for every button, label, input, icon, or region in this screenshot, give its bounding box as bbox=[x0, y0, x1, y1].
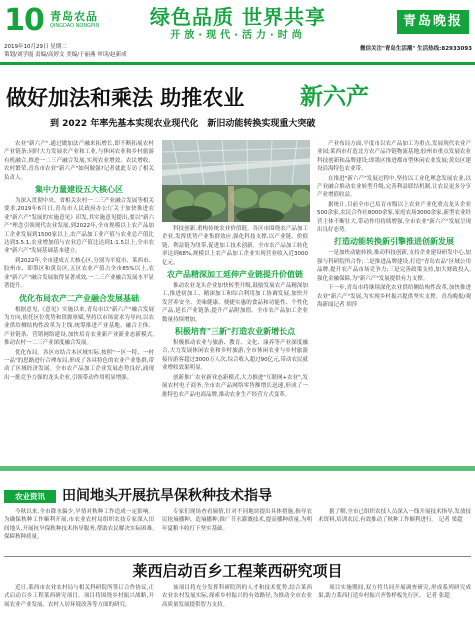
paragraph: 据统计,目前全市已培育市级以上农业产业化重点龙头企业500余家,农民合作社8000余家,家庭农场3000余家,新型农业经营主体不断壮大,带动作用持续增强,全市农业"新六产"发展呈现出良好态势。 bbox=[317, 201, 471, 234]
headline-main: 做好加法和乘法 助推农业 bbox=[6, 86, 245, 110]
paragraph: 推动农业龙头企业加快转型升级,鼓励发展农产品精深加工,推进初加工、精深加工和综合利用加工协调发展,加快开发营养安全、美味健康、便捷实惠的食品和功能性、个性化产品,延长产业链条,提升产品附加值。全市农产品加工企业数量持续增加。 bbox=[162, 283, 308, 323]
news-2-column-1 bbox=[4, 584, 154, 620]
paragraph: 根据意见,《意见》实施以来,青岛市以"新六产"融合发展为方向,依托区位优势和资源禀赋,坚持以市场需求为导向,以农业供给侧结构性改革为主线,统筹推进产业基地、融合主体、产业链条、营销网络建设,加快培育农业新产业新业态新模式,推动农村一二三产业深度融合发展。 bbox=[4, 306, 154, 347]
wechat-hotline: 微信关注"青岛生活潮" 生活热线:82933093 bbox=[360, 46, 472, 52]
subheadline: 到 2022 年率先基本实现农业现代化 新旧动能转换实现重大突破 bbox=[50, 119, 316, 129]
section-heading: 农产品精深加工延伸产业链提升价值链 bbox=[162, 270, 308, 280]
article-column-1 bbox=[4, 140, 154, 467]
news-2-column-3 bbox=[318, 584, 471, 620]
newspaper-logo: 青岛晚报 bbox=[397, 10, 469, 34]
page-number: 10 bbox=[4, 3, 44, 38]
slogan-sub: 开放·现代·活力·时尚 bbox=[170, 30, 306, 41]
issue-date: 2019年10月29日 星期二 bbox=[4, 44, 67, 50]
paragraph: 积极推动农业与旅游、教育、文化、康养等产业深度融合,大力发展休闲农业和乡村旅游,全市休闲农业与乡村旅游接待游客超过3000万人次,综合收入超过90亿元,带动农民就业增收效果明显。 bbox=[162, 340, 308, 372]
paragraph: 在推进"新六产"发展过程中,坚持以工业化理念发展农业,以产业融合推动农业转型升级,完善利益联结机制,让农民更多分享产业增值收益。 bbox=[317, 175, 471, 199]
greenhouse-photo bbox=[162, 140, 310, 222]
news-1-column-2 bbox=[162, 508, 312, 556]
section-brand-sub: QINGDAO NONGPIN bbox=[50, 23, 100, 29]
article-column-2 bbox=[162, 225, 308, 467]
paragraph: 产业布局方面,平度市以农产品加工为重点,发展现代农业产业园;莱西市打造北方农产品冷链物流基地;胶州市重点发展农业科技创新和品牌建设;即墨区推进都市型休闲农业发展;黄岛区建设沿海特色农业带。 bbox=[317, 141, 471, 173]
headline-highlight: 新六产 bbox=[300, 84, 369, 110]
paragraph: 该项目将充分发挥科研院所的人才和技术优势,结合莱西农业农村发展实际,探索乡村振兴的有效路径,为推动全市农业高质量发展提供智力支持。 bbox=[162, 585, 312, 608]
paragraph: 农业"新六产",通过做加法产融来拓增长,即不断拓展农村产业链条;同时大力发展农产业和工业,与休闲农业和乡村旅游有机融合,推进一二三产融合发展,实现农业增效、农民增收、农村繁荣,青岛市农业"新六产"如何做强?记者就此专访了相关负责人。 bbox=[4, 141, 154, 181]
section-brand: 青岛农品 bbox=[50, 10, 98, 23]
news-divider bbox=[4, 556, 471, 557]
slogan-main: 绿色品质 世界共享 bbox=[150, 5, 326, 29]
section-heading: 打造动能转换新引擎推进创新发展 bbox=[317, 237, 471, 247]
news-headline-1: 田间地头开展抗旱保秋种技术指导 bbox=[62, 488, 272, 504]
paragraph: 下一步,青岛市将继续深化农业供给侧结构性改革,加快推进农业"新六产"发展,为实现乡村振兴提供坚实支撑。青岛晚报/观海新闻记者 胡萍 bbox=[317, 285, 471, 308]
paragraph: 为深入贯彻中央、省相关农村一二三产业融合发展等相关要求,2019年6月日,青岛市人民政府办公厅关于加快推进农业"新六产"发展的实施意见》印发,其实施意见提出,要以"新六产"理念引领现代农业发展,到2022年,全市规模以上农产品加工企业发展到1500家以上,农产品加工业产值与农业总产值比达到3.5:1,农业增加值与农业总产值比达到1:1.5以上,全市农业"新六产"发展基础基本建立。 bbox=[4, 198, 154, 255]
greenhouse-illustration bbox=[162, 140, 310, 222]
section-heading: 积极培育"三新"打造农业新增长点 bbox=[162, 327, 308, 337]
news-tag: 农业资讯 bbox=[4, 490, 56, 503]
paragraph: 项目实施期间,双方将共同开展调查研究,形成系列研究成果,助力莱西打造乡村振兴齐鲁样板先行区。 记者 张超 bbox=[318, 585, 471, 600]
paragraph: 一是加快动能转换,推动科技创新,支持企业建设研发中心,加强与科研院所合作;二是推进品牌建设,打造"青岛农品"区域公用品牌,提升农产品市场竞争力;三是完善政策支持,加大财政投入,强化金融保障,为"新六产"发展提供有力支撑。 bbox=[317, 250, 471, 282]
news-headline-2: 莱西启动百乡工程莱西研究项目 bbox=[132, 562, 343, 580]
paragraph: 专家们现场查看墒情,针对不同地块提出具体措施,指导农民抢墒播种、造墒播种,推广节水灌溉技术,提高播种质量,为明年夏粮丰收打下坚实基础。 bbox=[162, 509, 312, 532]
news-2-column-2 bbox=[162, 584, 312, 620]
paragraph: 科技创新,重构传统农业价值链。各区市围绕农产品加工企业,发挥优势产业集群效应,强化科技支撑,以产业链、价值链、利益链为纽带,促进加工技术创新。全市农产品加工转化率达到68%,规模以上农产品加工企业实现营业收入近3000亿元。 bbox=[162, 226, 308, 266]
paragraph: 到2022年,全市建成五大核心区,分别为平度市、莱西市、胶州市、即墨区和黄岛区,五区农业产值占全市85%以上,农业"新六产"融合发展取得显著成效,一二三产业融合发展水平显著提升。 bbox=[4, 257, 154, 290]
news-1-column-3 bbox=[318, 508, 471, 556]
paragraph: 今秋以来,全市降水偏少,旱情对秋种工作造成一定影响。为确保秋种工作顺利开展,市农业农村局组织农技专家深入田间地头,开展抗旱保秋种技术指导服务,帮助农民解决实际困难,保障秋种质量。 bbox=[4, 509, 154, 541]
paragraph: 据了解,全市已组织农技人员深入一线开展技术指导,发放技术资料,培训农民,有效推动了秋种工作顺利进行。 记者 梁超 bbox=[318, 509, 471, 524]
section-heading: 优化布局农产二产业融合发展基础 bbox=[4, 294, 154, 304]
news-1-column-1 bbox=[4, 508, 154, 556]
paragraph: 近日,莱西市农业农村局与相关科研院所签订合作协议,正式启动百乡工程莱西研究项目。项目将围绕乡村振兴战略,开展农业产业发展、农村人居环境改善等方面的研究。 bbox=[4, 585, 154, 608]
paragraph: 优化布局。各区市结合本区域实际,按照"一区一特、一村一品"的思路进行合理布局,形成了各具特色的农业产业集群,带动了区域经济发展。全市农产品加工企业发展态势良好,涌现出一批竞争力强的龙头企业,引领带动作用明显增强。 bbox=[4, 349, 154, 381]
section-heading: 集中力量建设五大核心区 bbox=[4, 185, 154, 195]
article-column-3 bbox=[317, 140, 471, 467]
masthead-divider bbox=[0, 62, 475, 65]
paragraph: 创新推广农业新业态新模式,大力推进"互联网+农业",发展农村电子商务,全市农产品网络零售额增长迅速,形成了一批特色农产品电商品牌,推动农业生产经营方式变革。 bbox=[162, 374, 308, 398]
section-divider-band bbox=[0, 466, 475, 471]
editor-credits: 策划/刘学霞 责编/高婷文 美编/于丽燕 审读/赵新成 bbox=[4, 52, 127, 58]
